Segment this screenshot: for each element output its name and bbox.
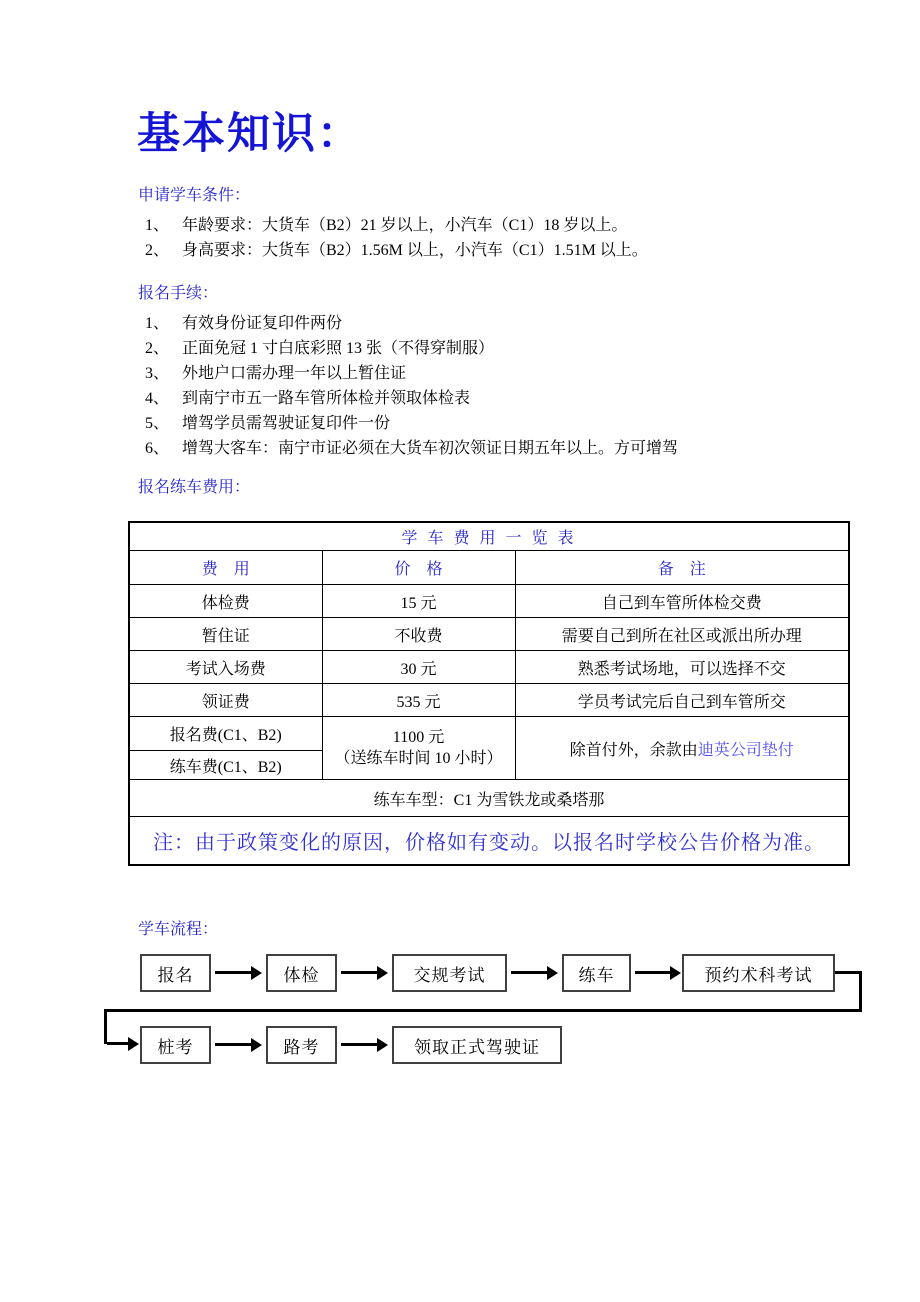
item-text: 外地户口需办理一年以上暂住证 <box>182 365 407 382</box>
flow-step-signup: 报名 <box>140 954 211 992</box>
car-type-row <box>129 780 849 817</box>
item-number: 5、 <box>145 415 170 432</box>
section-heading-procedures: 报名手续： <box>138 285 219 302</box>
flow-step-book-skill-exam: 预约术科考试 <box>682 954 835 992</box>
remark-cell: 熟悉考试场地，可以选择不交 <box>515 651 849 684</box>
item-number: 6、 <box>145 440 170 457</box>
list-item <box>138 311 678 336</box>
flow-connector-down1 <box>859 971 862 1012</box>
flow-arrow <box>511 971 548 974</box>
flow-arrow <box>215 1043 252 1046</box>
section-fees <box>138 478 250 505</box>
remark-cell: 学员考试完后自己到车管所交 <box>515 684 849 717</box>
flow-step-rules-exam: 交规考试 <box>392 954 507 992</box>
list-item <box>138 411 678 436</box>
flow-arrow <box>341 971 378 974</box>
flow-connector-across <box>104 1009 862 1012</box>
flow-arrow <box>341 1043 378 1046</box>
procedures-list <box>138 311 678 461</box>
table-title: 学 车 费 用 一 览 表 <box>129 522 849 551</box>
flow-step-road-test: 路考 <box>266 1026 337 1064</box>
item-number: 1、 <box>145 315 170 332</box>
flow-step-physical-exam: 体检 <box>266 954 337 992</box>
remark-text: 除首付外，余款由 <box>569 741 698 759</box>
column-header-price: 价 格 <box>322 551 515 585</box>
flow-connector-stub <box>835 971 862 974</box>
section-heading-flow: 学车流程： <box>138 921 219 938</box>
column-header-remark: 备 注 <box>515 551 849 585</box>
table-row <box>129 717 849 751</box>
section-heading-fees: 报名练车费用： <box>138 479 251 496</box>
fee-cell: 体检费 <box>129 585 322 618</box>
price-cell: 30 元 <box>322 651 515 684</box>
price-cell: 15 元 <box>322 585 515 618</box>
table-row <box>129 684 849 717</box>
item-text: 身高要求：大货车（B2）1.56M 以上，小汽车（C1）1.51M 以上。 <box>182 242 648 259</box>
price-cell: 535 元 <box>322 684 515 717</box>
remark-cell: 需要自己到所在社区或派出所办理 <box>515 618 849 651</box>
section-flow <box>138 920 218 947</box>
price-line-2: （送练车时间 10 小时） <box>334 750 503 767</box>
table-row <box>129 585 849 618</box>
list-item <box>138 386 678 411</box>
item-number: 2、 <box>145 340 170 357</box>
item-text: 有效身份证复印件两份 <box>182 315 343 332</box>
fee-table-container <box>128 521 850 866</box>
flow-arrow <box>215 971 252 974</box>
fee-cell: 考试入场费 <box>129 651 322 684</box>
car-type-text: 练车车型：C1 为雪铁龙或桑塔那 <box>129 780 849 817</box>
remark-cell: 自己到车管所体检交费 <box>515 585 849 618</box>
document-title: 基本知识： <box>137 111 362 158</box>
item-number: 3、 <box>145 365 170 382</box>
fee-cell: 暂住证 <box>129 618 322 651</box>
remark-cell-merged <box>515 717 849 780</box>
item-number: 2、 <box>145 242 170 259</box>
flow-step-practice: 练车 <box>562 954 631 992</box>
conditions-list <box>138 213 648 263</box>
flow-arrow <box>635 971 671 974</box>
flow-arrow <box>107 1042 129 1045</box>
fee-cell: 领证费 <box>129 684 322 717</box>
list-item <box>138 436 678 461</box>
flow-step-get-license: 领取正式驾驶证 <box>392 1026 562 1064</box>
price-cell-merged <box>322 717 515 780</box>
table-row <box>129 651 849 684</box>
section-procedures <box>138 284 678 461</box>
column-header-fee: 费 用 <box>129 551 322 585</box>
item-text: 增驾学员需驾驶证复印件一份 <box>182 415 391 432</box>
section-conditions <box>138 186 648 263</box>
item-text: 到南宁市五一路车管所体检并领取体检表 <box>182 390 471 407</box>
list-item <box>138 361 678 386</box>
section-heading-conditions: 申请学车条件： <box>138 187 251 204</box>
item-text: 年龄要求：大货车（B2）21 岁以上，小汽车（C1）18 岁以上。 <box>182 217 628 234</box>
table-title-row <box>129 522 849 551</box>
fee-cell: 报名费(C1、B2) <box>129 717 322 751</box>
item-number: 1、 <box>145 217 170 234</box>
flow-step-pile-test: 桩考 <box>140 1026 211 1064</box>
note-row <box>129 817 849 866</box>
list-item <box>138 238 648 263</box>
note-text: 注：由于政策变化的原因，价格如有变动。以报名时学校公告价格为准。 <box>129 817 849 866</box>
company-link[interactable]: 迪英公司垫付 <box>697 741 794 759</box>
list-item <box>138 213 648 238</box>
item-text: 正面免冠 1 寸白底彩照 13 张（不得穿制服） <box>182 340 495 357</box>
fee-table <box>128 521 850 866</box>
price-cell: 不收费 <box>322 618 515 651</box>
item-number: 4、 <box>145 390 170 407</box>
price-line-1: 1100 元 <box>392 729 445 746</box>
table-header-row <box>129 551 849 585</box>
flow-connector-down2 <box>104 1009 107 1044</box>
list-item <box>138 336 678 361</box>
fee-cell: 练车费(C1、B2) <box>129 751 322 780</box>
item-text: 增驾大客车：南宁市证必须在大货车初次领证日期五年以上。方可增驾 <box>182 440 679 457</box>
table-row <box>129 618 849 651</box>
